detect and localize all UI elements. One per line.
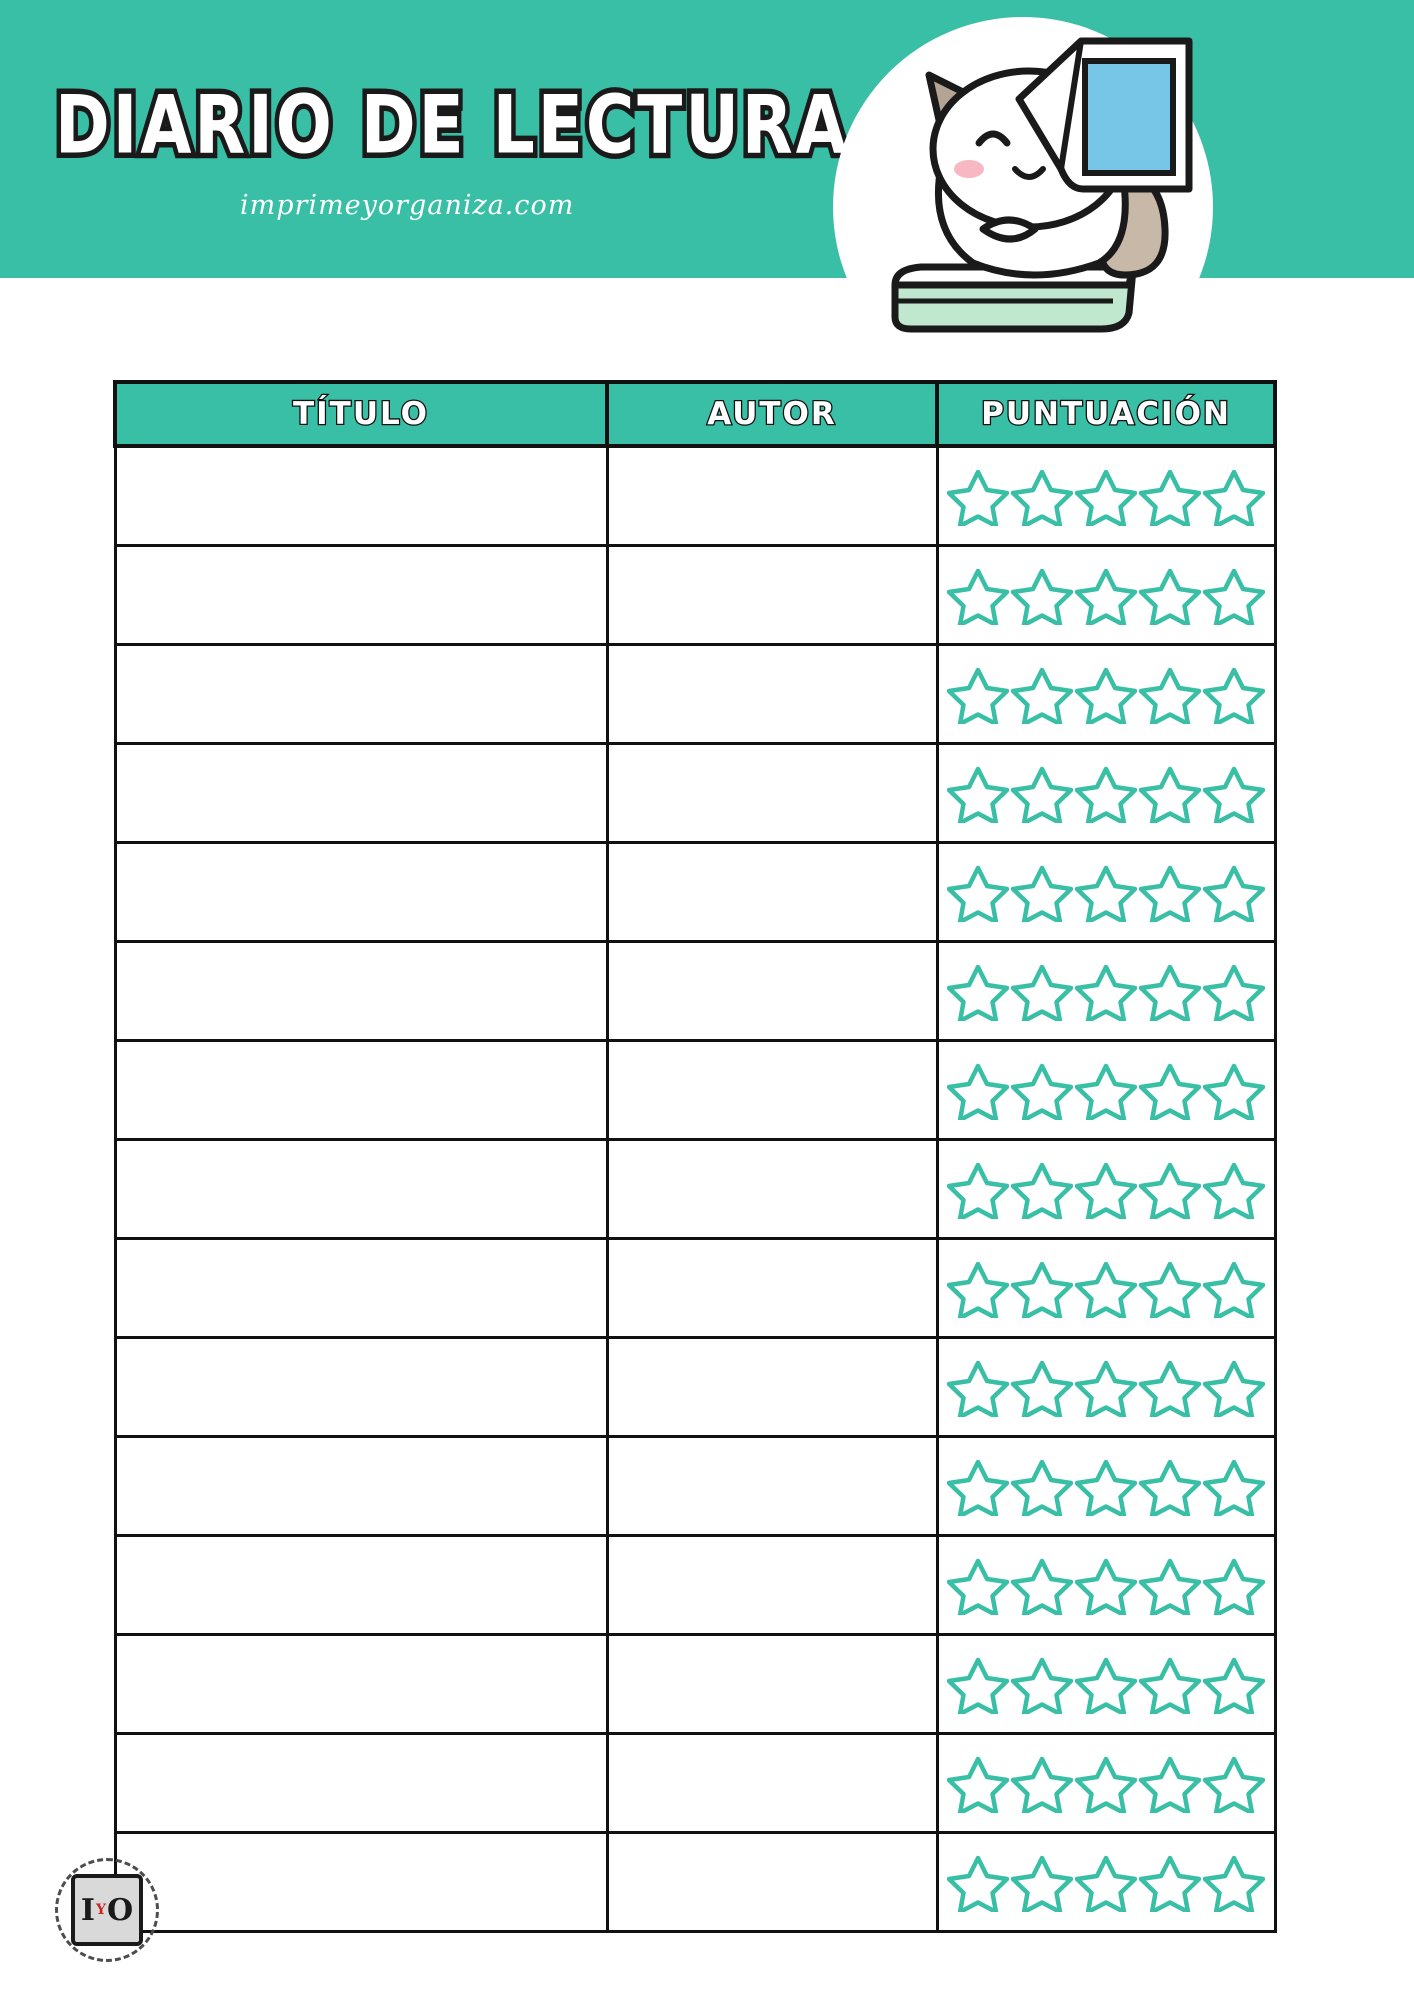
cell-puntuacion[interactable] xyxy=(937,645,1275,744)
cell-titulo[interactable] xyxy=(115,1833,607,1932)
table-row xyxy=(115,843,1275,942)
star-icon[interactable] xyxy=(1203,1555,1265,1615)
star-icon[interactable] xyxy=(1011,763,1073,823)
star-icon[interactable] xyxy=(1075,1555,1137,1615)
cell-autor[interactable] xyxy=(607,1536,937,1635)
cell-titulo[interactable] xyxy=(115,1536,607,1635)
star-rating[interactable] xyxy=(939,844,1274,940)
star-icon[interactable] xyxy=(1139,1456,1201,1516)
star-icon[interactable] xyxy=(947,1060,1009,1120)
star-rating[interactable] xyxy=(939,646,1274,742)
cell-puntuacion[interactable] xyxy=(937,1734,1275,1833)
table-row xyxy=(115,446,1275,546)
star-icon[interactable] xyxy=(1011,466,1073,526)
cell-puntuacion[interactable] xyxy=(937,1437,1275,1536)
brand-logo xyxy=(55,1858,163,1966)
star-icon[interactable] xyxy=(1203,1159,1265,1219)
star-icon[interactable] xyxy=(1011,565,1073,625)
star-icon[interactable] xyxy=(1203,1753,1265,1813)
cell-titulo[interactable] xyxy=(115,942,607,1041)
cell-puntuacion[interactable] xyxy=(937,1635,1275,1734)
star-icon[interactable] xyxy=(947,466,1009,526)
cell-puntuacion[interactable] xyxy=(937,446,1275,546)
cell-titulo[interactable] xyxy=(115,1239,607,1338)
star-rating[interactable] xyxy=(939,1636,1274,1732)
star-icon[interactable] xyxy=(1075,1852,1137,1912)
cell-puntuacion[interactable] xyxy=(937,1041,1275,1140)
star-icon[interactable] xyxy=(947,1357,1009,1417)
star-icon[interactable] xyxy=(1075,1654,1137,1714)
star-rating[interactable] xyxy=(939,1834,1274,1930)
star-icon[interactable] xyxy=(1139,565,1201,625)
star-icon[interactable] xyxy=(1011,1456,1073,1516)
star-icon[interactable] xyxy=(1203,565,1265,625)
star-rating[interactable] xyxy=(939,1042,1274,1138)
star-icon[interactable] xyxy=(1139,1258,1201,1318)
star-icon[interactable] xyxy=(1203,664,1265,724)
star-rating[interactable] xyxy=(939,1339,1274,1435)
cell-puntuacion[interactable] xyxy=(937,843,1275,942)
star-icon[interactable] xyxy=(1075,1753,1137,1813)
cell-titulo[interactable] xyxy=(115,1338,607,1437)
star-icon[interactable] xyxy=(1011,1060,1073,1120)
star-icon[interactable] xyxy=(1203,1060,1265,1120)
cell-titulo[interactable] xyxy=(115,1041,607,1140)
star-icon[interactable] xyxy=(1139,1159,1201,1219)
table-row xyxy=(115,1239,1275,1338)
star-icon[interactable] xyxy=(1075,1060,1137,1120)
star-icon[interactable] xyxy=(947,862,1009,922)
star-icon[interactable] xyxy=(1075,664,1137,724)
star-icon[interactable] xyxy=(1075,763,1137,823)
table-row xyxy=(115,645,1275,744)
star-icon[interactable] xyxy=(947,1852,1009,1912)
star-icon[interactable] xyxy=(947,961,1009,1021)
star-rating[interactable] xyxy=(939,547,1274,643)
table-body xyxy=(115,446,1275,1932)
table-row xyxy=(115,1437,1275,1536)
star-icon[interactable] xyxy=(947,763,1009,823)
star-icon[interactable] xyxy=(1011,1852,1073,1912)
star-icon[interactable] xyxy=(1011,862,1073,922)
star-icon[interactable] xyxy=(947,1159,1009,1219)
star-rating[interactable] xyxy=(939,1537,1274,1633)
star-icon[interactable] xyxy=(947,664,1009,724)
star-icon[interactable] xyxy=(1139,1357,1201,1417)
star-icon[interactable] xyxy=(1011,1357,1073,1417)
star-icon[interactable] xyxy=(1203,1852,1265,1912)
star-icon[interactable] xyxy=(1139,466,1201,526)
table-row xyxy=(115,1338,1275,1437)
star-rating[interactable] xyxy=(939,745,1274,841)
cell-autor[interactable] xyxy=(607,843,937,942)
cell-titulo[interactable] xyxy=(115,546,607,645)
star-icon[interactable] xyxy=(1203,862,1265,922)
star-icon[interactable] xyxy=(1203,1654,1265,1714)
star-icon[interactable] xyxy=(1075,1258,1137,1318)
star-icon[interactable] xyxy=(1203,961,1265,1021)
star-rating[interactable] xyxy=(939,1438,1274,1534)
star-icon[interactable] xyxy=(1011,664,1073,724)
cell-titulo[interactable] xyxy=(115,1734,607,1833)
star-icon[interactable] xyxy=(1011,961,1073,1021)
star-icon[interactable] xyxy=(1011,1258,1073,1318)
cell-autor[interactable] xyxy=(607,1041,937,1140)
cell-autor[interactable] xyxy=(607,942,937,1041)
cell-puntuacion[interactable] xyxy=(937,1140,1275,1239)
star-icon[interactable] xyxy=(1203,466,1265,526)
cell-autor[interactable] xyxy=(607,645,937,744)
table-row xyxy=(115,1734,1275,1833)
star-icon[interactable] xyxy=(1139,961,1201,1021)
column-header-autor: AUTOR xyxy=(607,382,937,446)
star-icon[interactable] xyxy=(1075,466,1137,526)
cell-autor[interactable] xyxy=(607,1635,937,1734)
table-header-row xyxy=(115,382,1275,446)
star-icon[interactable] xyxy=(1203,1357,1265,1417)
star-icon[interactable] xyxy=(1011,1555,1073,1615)
star-icon[interactable] xyxy=(1203,1258,1265,1318)
star-rating[interactable] xyxy=(939,943,1274,1039)
cell-autor[interactable] xyxy=(607,744,937,843)
cell-autor[interactable] xyxy=(607,1833,937,1932)
cell-puntuacion[interactable] xyxy=(937,1338,1275,1437)
cat-reading-book-icon xyxy=(833,17,1213,397)
star-icon[interactable] xyxy=(1075,565,1137,625)
logo-letter-o: O xyxy=(106,1892,134,1928)
table-row xyxy=(115,546,1275,645)
cell-titulo[interactable] xyxy=(115,744,607,843)
star-rating[interactable] xyxy=(939,1735,1274,1831)
star-icon[interactable] xyxy=(947,1654,1009,1714)
star-icon[interactable] xyxy=(947,1456,1009,1516)
table-row xyxy=(115,1140,1275,1239)
star-rating[interactable] xyxy=(939,1240,1274,1336)
table-row xyxy=(115,1635,1275,1734)
logo-monogram xyxy=(71,1874,143,1946)
star-icon[interactable] xyxy=(947,1753,1009,1813)
cell-titulo[interactable] xyxy=(115,645,607,744)
star-icon[interactable] xyxy=(1011,1159,1073,1219)
star-icon[interactable] xyxy=(1075,1357,1137,1417)
cell-autor[interactable] xyxy=(607,1437,937,1536)
star-icon[interactable] xyxy=(1075,862,1137,922)
cell-autor[interactable] xyxy=(607,1239,937,1338)
star-rating[interactable] xyxy=(939,448,1274,544)
reading-log-table xyxy=(113,380,1277,1933)
star-icon[interactable] xyxy=(1139,1852,1201,1912)
star-icon[interactable] xyxy=(1139,1654,1201,1714)
page-title: DIARIO DE LECTURA xyxy=(55,78,850,172)
star-icon[interactable] xyxy=(1203,1456,1265,1516)
cell-puntuacion[interactable] xyxy=(937,942,1275,1041)
cell-autor[interactable] xyxy=(607,1140,937,1239)
column-header-puntuacion: PUNTUACIÓN xyxy=(937,382,1275,446)
table-row xyxy=(115,942,1275,1041)
cell-titulo[interactable] xyxy=(115,1635,607,1734)
cell-puntuacion[interactable] xyxy=(937,1536,1275,1635)
cell-titulo[interactable] xyxy=(115,1140,607,1239)
star-icon[interactable] xyxy=(1011,1654,1073,1714)
star-icon[interactable] xyxy=(1011,1753,1073,1813)
cell-puntuacion[interactable] xyxy=(937,1239,1275,1338)
star-icon[interactable] xyxy=(947,1555,1009,1615)
cell-titulo[interactable] xyxy=(115,446,607,546)
site-credit: imprimeyorganiza.com xyxy=(240,190,575,221)
table-row xyxy=(115,1833,1275,1932)
table-row xyxy=(115,1041,1275,1140)
star-icon[interactable] xyxy=(1075,1456,1137,1516)
cell-titulo[interactable] xyxy=(115,843,607,942)
star-icon[interactable] xyxy=(1139,862,1201,922)
star-icon[interactable] xyxy=(1139,664,1201,724)
star-icon[interactable] xyxy=(947,1258,1009,1318)
cell-titulo[interactable] xyxy=(115,1437,607,1536)
logo-letter-y: Y xyxy=(95,1902,106,1918)
cell-puntuacion[interactable] xyxy=(937,1833,1275,1932)
column-header-titulo: TÍTULO xyxy=(115,382,607,446)
table-row xyxy=(115,744,1275,843)
star-icon[interactable] xyxy=(1139,1555,1201,1615)
cell-puntuacion[interactable] xyxy=(937,744,1275,843)
cell-autor[interactable] xyxy=(607,1734,937,1833)
star-icon[interactable] xyxy=(1075,961,1137,1021)
cell-autor[interactable] xyxy=(607,446,937,546)
star-icon[interactable] xyxy=(1139,1060,1201,1120)
star-icon[interactable] xyxy=(1139,1753,1201,1813)
cell-autor[interactable] xyxy=(607,546,937,645)
cell-autor[interactable] xyxy=(607,1338,937,1437)
logo-letter-i: I xyxy=(80,1892,95,1928)
star-icon[interactable] xyxy=(947,565,1009,625)
star-icon[interactable] xyxy=(1075,1159,1137,1219)
star-icon[interactable] xyxy=(1203,763,1265,823)
star-icon[interactable] xyxy=(1139,763,1201,823)
cell-puntuacion[interactable] xyxy=(937,546,1275,645)
table-row xyxy=(115,1536,1275,1635)
star-rating[interactable] xyxy=(939,1141,1274,1237)
reading-log-sheet xyxy=(113,380,1273,1933)
